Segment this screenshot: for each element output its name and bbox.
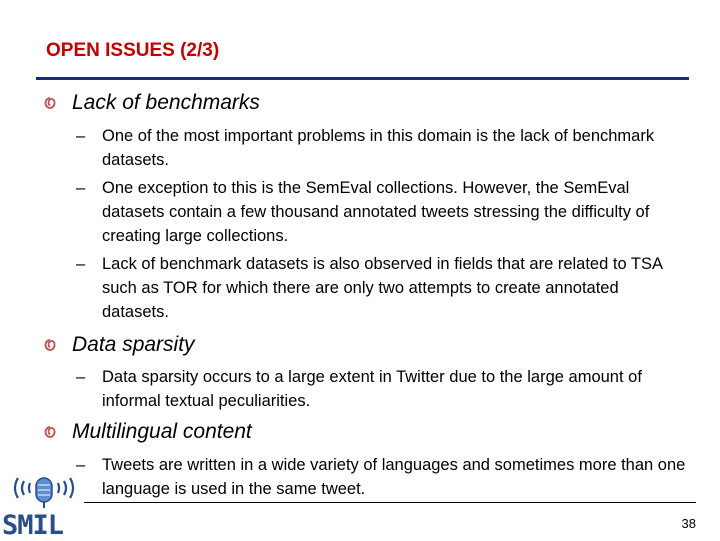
dash-marker: – [76,255,86,273]
logo-wordmark: SMIL [2,510,64,541]
dash-marker: – [76,179,86,197]
dash-marker: – [76,368,86,386]
section-heading-benchmarks: Lack of benchmarks [72,91,260,114]
page-number: 38 [681,516,696,531]
title-underline [36,77,689,80]
sub-item-text: One exception to this is the SemEval collections. However, the SemEval datasets contain a few thousand annotated tweets stressing the difficulty of creating large collections. [102,179,650,245]
sub-item [76,252,686,324]
section-heading-multilingual: Multilingual content [72,420,252,443]
sub-item [76,176,686,248]
sub-item [76,365,686,413]
spiral-bullet-icon [44,96,56,110]
sub-item-text: Data sparsity occurs to a large extent in Twitter due to the large amount of informal textual peculiarities. [102,368,642,410]
sub-item-text: Tweets are written in a wide variety of languages and sometimes more than one language is used in the same tweet. [102,456,686,498]
sub-item-text: Lack of benchmark datasets is also observed in fields that are related to TSA such as TOR for which there are only two attempts to create annotated datasets. [102,255,663,321]
slide-title: OPEN ISSUES (2/3) [46,40,220,61]
spiral-bullet-icon [44,425,56,439]
sub-item [76,124,686,172]
spiral-bullet-icon [44,338,56,352]
sub-item-text: One of the most important problems in this domain is the lack of benchmark datasets. [102,127,655,169]
dash-marker: – [76,127,86,145]
sub-item [76,453,686,501]
footer-divider [84,502,696,503]
section-heading-sparsity: Data sparsity [72,333,195,356]
dash-marker: – [76,456,86,474]
